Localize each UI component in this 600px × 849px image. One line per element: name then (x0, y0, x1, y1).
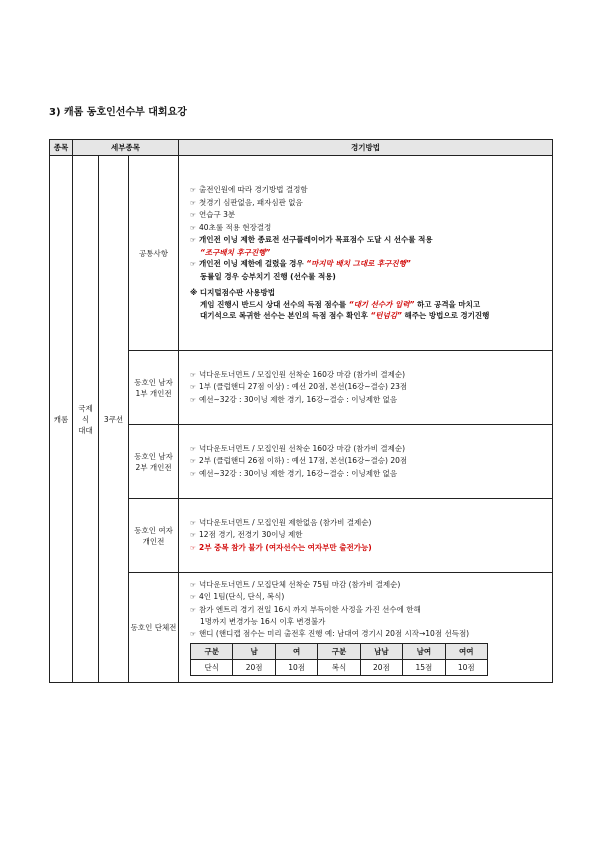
pointing-hand-icon: ☞ (190, 531, 196, 540)
men1-label: 동호인 남자 1부 개인전 (129, 351, 179, 425)
header-method: 경기방법 (179, 140, 553, 156)
pointing-hand-icon: ☞ (190, 605, 196, 614)
women-method: ☞ 넉다운토너먼트 / 모집인원 제한없음 (참가비 결제순) ☞ 12점 경기, 전경기 30이닝 제한 ☞ 2부 중복 참가 불가 (여자선수는 여자부만 출전가능) (179, 499, 553, 573)
event-cell: 캐롬 (50, 156, 73, 683)
pointing-hand-icon: ☞ (190, 518, 196, 527)
team-label: 동호인 단체전 (129, 573, 179, 683)
tournament-rules-table (49, 139, 553, 683)
pointing-hand-icon: ☞ (190, 186, 196, 195)
pointing-hand-icon: ☞ (190, 370, 196, 379)
pointing-hand-icon: ☞ (190, 444, 196, 453)
row-common (50, 156, 553, 351)
pointing-hand-icon: ☞ (190, 198, 196, 207)
pointing-hand-icon: ☞ (190, 593, 196, 602)
header-row (50, 140, 553, 156)
team-method: ☞ 넉다운토너먼트 / 모집단체 선착순 75팀 마감 (참가비 결제순) ☞ 4인 1팀(단식, 단식, 복식) ☞ 참가 엔트리 경기 전일 16시 까지 부득이한 사정을 가진 선수에 한해 1명까지 변경가능 16시 이후 변경불가 ☞ 핸디 (핸디캡 점수는 미리 출전후 진행 예: 남대여 경기시 20점 시작→10점 선득점) 구분 남 여 구분 남남 남여 여여 단식 20점 10점 복식 20점 15점 10점 (179, 573, 553, 683)
pointing-hand-icon: ☞ (190, 543, 196, 552)
pointing-hand-icon: ☞ (190, 469, 196, 478)
score-value-row: 단식 20점 10점 복식 20점 15점 10점 (191, 660, 488, 676)
men2-label: 동호인 남자 2부 개인전 (129, 425, 179, 499)
pointing-hand-icon: ☞ (190, 223, 196, 232)
format-cell: 3쿠션 (99, 156, 129, 683)
header-sub-event: 세부종목 (73, 140, 179, 156)
tier-cell: 국제 식 대대 (73, 156, 99, 683)
pointing-hand-icon: ☞ (190, 580, 196, 589)
men1-method: ☞ 넉다운토너먼트 / 모집인원 선착순 160강 마감 (참가비 결제순) ☞ 1부 (클럽핸디 27점 이상) : 예선 20점, 본선(16강~결승) 23점 ☞ 예선~32강 : 30이닝 제한 경기, 16강~결승 : 이닝제한 없음 (179, 351, 553, 425)
pointing-hand-icon: ☞ (190, 260, 196, 269)
pointing-hand-icon: ☞ (190, 457, 196, 466)
pointing-hand-icon: ☞ (190, 395, 196, 404)
section-title: 3) 캐롬 동호인선수부 대회요강 (49, 107, 187, 118)
common-label: 공통사항 (129, 156, 179, 351)
pointing-hand-icon: ☞ (190, 629, 196, 638)
men2-method: ☞ 넉다운토너먼트 / 모집인원 선착순 160강 마감 (참가비 결제순) ☞ 2부 (클럽핸디 26점 이하) : 예선 17점, 본선(16강~결승) 20점 ☞ 예선~32강 : 30이닝 제한 경기, 16강~결승 : 이닝제한 없음 (179, 425, 553, 499)
common-method: ☞ 출전인원에 따라 경기방법 결정함 ☞ 첫경기 심판없음, 패자심판 없음 ☞ 연습구 3분 ☞ 40초룰 적용 현장결정 ☞ 개인전 이닝 제한 종료전 선구플레이어가 목표점수 도달 시 선수룰 적용 “조구배치 후구진행” ☞ 개인전 이닝 제한에 걸렸을 경우 “마지막 배치 그대로 후구진행” 동률일 경우 승부치기 진행 (선수룰 적용) ※ 디지털점수판 사용방법 게임 진행시 반드시 상대 선수의 득점 점수를 “대기 선수가 입력” 하고 공격을 마치고 대기석으로 복귀한 선수는 본인의 득점 점수 확인후 “턴넘김” 해주는 방법으로 경기진행 (179, 156, 553, 351)
score-header-row: 구분 남 여 구분 남남 남여 여여 (191, 644, 488, 660)
pointing-hand-icon: ☞ (190, 236, 196, 245)
pointing-hand-icon: ☞ (190, 211, 196, 220)
women-label: 동호인 여자 개인전 (129, 499, 179, 573)
header-event: 종목 (50, 140, 73, 156)
handicap-score-table (190, 643, 488, 676)
pointing-hand-icon: ☞ (190, 383, 196, 392)
